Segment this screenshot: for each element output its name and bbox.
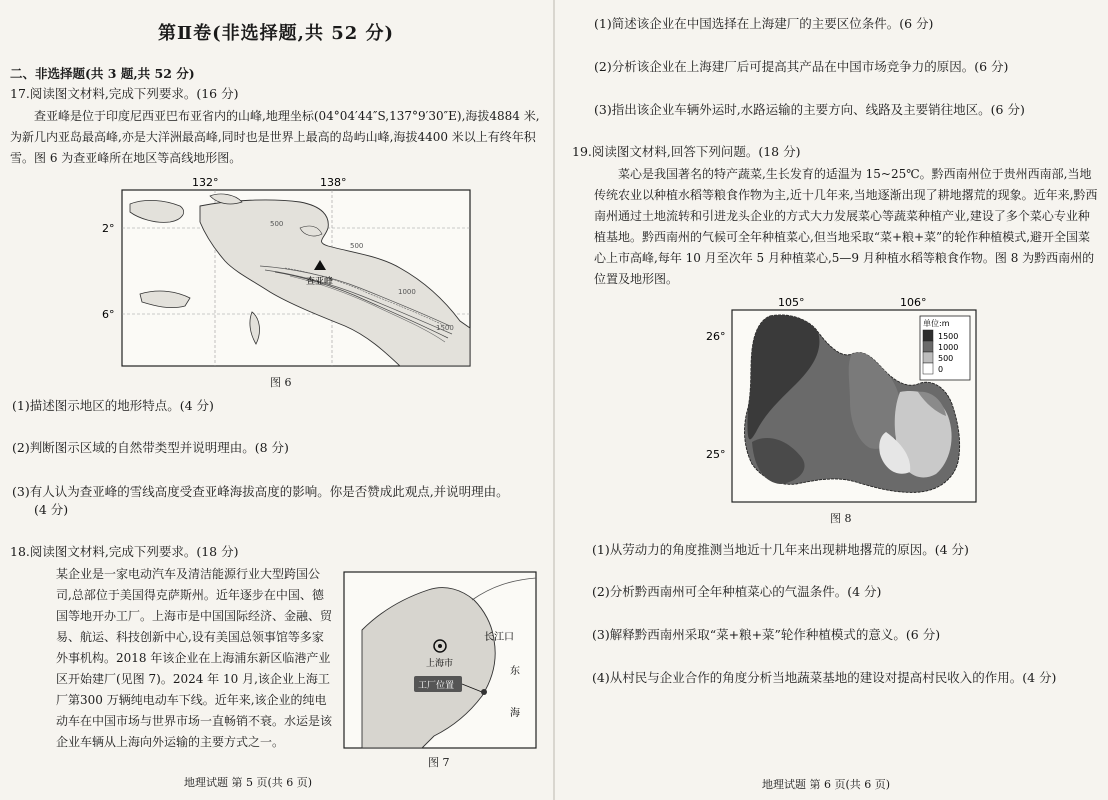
lon-label-132: 132° [192, 176, 219, 189]
q17-sub2: (2)判断图示区域的自然带类型并说明理由。(8 分) [12, 440, 289, 455]
sea-label-sea: 海 [510, 708, 520, 719]
lat-label-26: 26° [706, 330, 726, 343]
legend-title: 单位:m [923, 319, 950, 328]
page-5-footer: 地理试题 第 5 页(共 6 页) [184, 776, 313, 789]
contour-label: 1000 [398, 288, 416, 296]
part-title: 第Ⅱ卷(非选择题,共 52 分) [158, 23, 395, 44]
q19-sub3: (3)解释黔西南州采取“菜+粮+菜”轮作种植模式的意义。(6 分) [592, 627, 941, 642]
q17-sub1: (1)描述图示地区的地形特点。(4 分) [12, 398, 214, 413]
peak-label: 查亚峰 [306, 277, 334, 287]
q19-sub4: (4)从村民与企业合作的角度分析当地蔬菜基地的建设对提高村民收入的作用。(4 分) [592, 670, 1057, 685]
q19-body: 菜心是我国著名的特产蔬菜,生长发育的适温为 15~25℃。黔西南州位于贵州西南部,当地传统农业以种植水稻等粮食作物为主,近十几年来,当地逐渐出现了耕地撂荒的现象。近年来,黔西南州通过土地流转和引进龙头企业的方式大力发展菜心等蔬菜种植产业,建设了多个菜心专业种植基地。黔西南州的气候可全年种植菜心,但当地采取“菜+粮+菜”的轮作种植模式,避开全国菜心上市高峰,每年 10 月至次年 5 月种植菜心,5—9 月种植水稻等粮食作物。图 8 为黔西南州的位置及地形图。 [594, 167, 1098, 286]
legend-value-1000: 1000 [938, 343, 959, 352]
lon-label-106: 106° [900, 296, 927, 309]
figure-7-caption: 图 7 [428, 756, 450, 769]
q18-sub2: (2)分析该企业在上海建厂后可提高其产品在中国市场竞争力的原因。(6 分) [594, 59, 1009, 74]
legend-value-500: 500 [938, 354, 954, 363]
q17-sub3-points: (4 分) [34, 502, 69, 517]
figure-6-caption: 图 6 [270, 376, 292, 389]
figure-8-caption: 图 8 [830, 512, 852, 525]
q18-body: 某企业是一家电动汽车及清洁能源行业大型跨国公司,总部位于美国得克萨斯州。近年逐步在中国、德国等地开办工厂。上海市是中国国际经济、金融、贸易、航运、科技创新中心,设有美国总领事馆等多家外事机构。2018 年该企业在上海浦东新区临港产业区开始建厂(见图 7)。2024 年 10 月,该企业上海工厂第300 万辆纯电动车下线。近年来,该企业的纯电动车在中国市场与世界市场一直畅销不衰。水运是该企业车辆从上海向外运输的主要方式之一。 [56, 567, 333, 749]
q17-title: 17.阅读图文材料,完成下列要求。(16 分) [10, 86, 239, 101]
legend-swatch-1000 [923, 341, 933, 352]
figure-7-shanghai-map [342, 570, 538, 750]
legend-value-0: 0 [938, 365, 944, 374]
q18-sub3: (3)指出该企业车辆外运时,水路运输的主要方向、线路及主要销往地区。(6 分) [594, 102, 1025, 117]
contour-label: 500 [270, 220, 284, 228]
lat-label-2: 2° [102, 222, 115, 235]
legend-swatch-500 [923, 352, 933, 363]
lat-label-6: 6° [102, 308, 115, 321]
legend-value-1500: 1500 [938, 332, 959, 341]
contour-label: 1500 [436, 324, 454, 332]
q19-title: 19.阅读图文材料,回答下列问题。(18 分) [572, 144, 801, 159]
figure-8-terrain-map [700, 292, 982, 508]
page-6-footer: 地理试题 第 6 页(共 6 页) [762, 778, 891, 791]
lat-label-25: 25° [706, 448, 726, 461]
river-mouth-label: 长江口 [484, 632, 514, 643]
q19-sub1: (1)从劳动力的角度推测当地近十几年来出现耕地撂荒的原因。(4 分) [592, 542, 969, 557]
q17-sub3: (3)有人认为查亚峰的雪线高度受查亚峰海拔高度的影响。你是否赞成此观点,并说明理由。 [12, 484, 509, 499]
q18-title: 18.阅读图文材料,完成下列要求。(18 分) [10, 544, 239, 559]
legend-swatch-1500 [923, 330, 933, 341]
q18-sub1: (1)简述该企业在中国选择在上海建厂的主要区位条件。(6 分) [594, 16, 934, 31]
q17-body: 查亚峰是位于印度尼西亚巴布亚省内的山峰,地理坐标(04°04′44″S,137°9′30″E),海拔4884 米,为新几内亚岛最高峰,亦是大洋洲最高峰,同时也是世界上最高的岛屿山峰,海拔4400 米以上有终年积雪。图 6 为查亚峰所在地区等高线地形图。 [10, 109, 540, 165]
section-heading: 二、非选择题(共 3 题,共 52 分) [10, 66, 195, 81]
q19-sub2: (2)分析黔西南州可全年种植菜心的气温条件。(4 分) [592, 584, 882, 599]
lon-label-138: 138° [320, 176, 347, 189]
lon-label-105: 105° [778, 296, 805, 309]
city-label: 上海市 [426, 659, 454, 669]
factory-marker-icon [481, 689, 487, 695]
page-6 [554, 0, 1108, 800]
contour-label: 500 [350, 242, 364, 250]
factory-label: 工厂位置 [418, 681, 455, 691]
sea-label-east: 东 [510, 666, 520, 677]
figure-6-contour-map [100, 176, 480, 372]
legend-swatch-0 [923, 363, 933, 374]
